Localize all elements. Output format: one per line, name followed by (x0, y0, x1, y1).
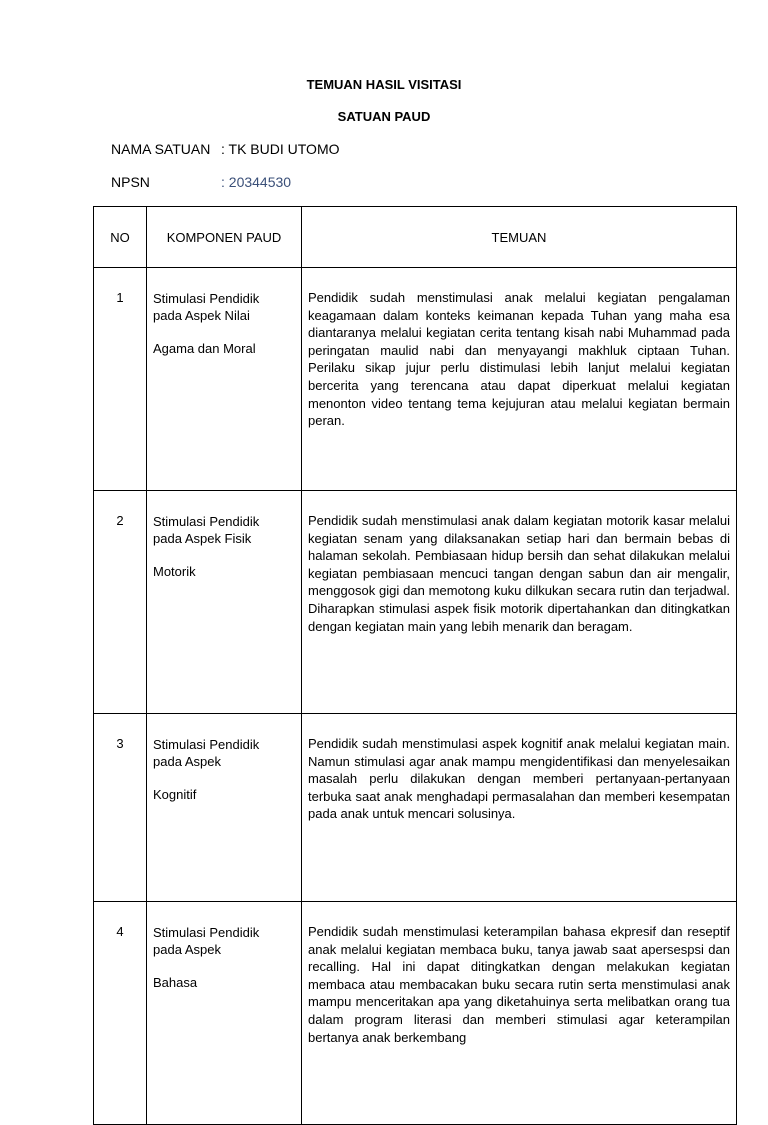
row-temuan: Pendidik sudah menstimulasi anak dalam kegiatan motorik kasar melalui kegiatan senam yang dilaksanakan setiap hari dan bermain bebas di halaman sekolah. Pembiasaan hidup bersih dan sehat dilakukan melalui kegiatan pembiasaan mencuci tangan dengan sabun dan air mengalir, menggosok gigi dan memotong kuku dilkukan secara rutin dan terjadwal. Diharapkan stimulasi aspek fisik motorik dipertahankan dan ditingkatkan dengan kegiatan main yang lebih menarik dan beragam. (302, 491, 737, 714)
nama-satuan-label: NAMA SATUAN (111, 141, 211, 157)
document-title: TEMUAN HASIL VISITASI (306, 77, 462, 92)
temuan-table (93, 206, 737, 1125)
row-number: 1 (94, 268, 147, 491)
komponen-line2: pada Aspek Nilai (153, 308, 250, 323)
document-subtitle: SATUAN PAUD (337, 109, 431, 124)
table-row (94, 268, 737, 491)
row-temuan: Pendidik sudah menstimulasi aspek kognitif anak melalui kegiatan main. Namun stimulasi agar anak mampu mengidentifikasi dan menyelesaikan masalah perlu dilakukan dengan memberi pertanyaan-pertanyaan terbuka saat anak menghadapi permasalahan dan memberi kesempatan pada anak untuk mencari solusinya. (302, 714, 737, 902)
header-komponen: KOMPONEN PAUD (147, 207, 302, 268)
table-header-row (94, 207, 737, 268)
komponen-line1: Stimulasi Pendidik (153, 925, 260, 940)
table-row (94, 714, 737, 902)
komponen-line1: Stimulasi Pendidik (153, 514, 260, 529)
komponen-line2: pada Aspek Fisik (153, 531, 252, 546)
row-komponen (147, 902, 302, 1125)
komponen-sub: Kognitif (153, 787, 197, 802)
row-number: 3 (94, 714, 147, 902)
header-temuan: TEMUAN (302, 207, 737, 268)
row-number: 4 (94, 902, 147, 1125)
npsn-label: NPSN (111, 174, 150, 190)
npsn-value: : 20344530 (221, 174, 292, 190)
komponen-line2: pada Aspek (153, 754, 221, 769)
komponen-line1: Stimulasi Pendidik (153, 291, 260, 306)
nama-satuan-value: : TK BUDI UTOMO (221, 141, 340, 157)
row-temuan: Pendidik sudah menstimulasi anak melalui kegiatan pengalaman keagamaan dalam konteks keimanan kepada Tuhan yang maha esa diantaranya melalui kegiatan cerita tentang kisah nabi Muhammad pada peringatan maulid nabi dan menyayangi makhluk ciptaan Tuhan. Perilaku sikap jujur perlu distimulasi lebih lanjut melalui kegiatan bercerita yang terencana atau dapat diperkuat melalui kegiatan menonton video tentang tema kejujuran atau melalui kegiatan bermain peran. (302, 268, 737, 491)
komponen-sub: Bahasa (153, 975, 198, 990)
row-komponen (147, 491, 302, 714)
header-no: NO (94, 207, 147, 268)
table-row (94, 902, 737, 1125)
komponen-sub: Agama dan Moral (153, 341, 256, 356)
npsn-row (111, 174, 291, 190)
table-row (94, 491, 737, 714)
komponen-line1: Stimulasi Pendidik (153, 737, 260, 752)
komponen-sub: Motorik (153, 564, 196, 579)
row-number: 2 (94, 491, 147, 714)
row-komponen (147, 268, 302, 491)
row-komponen (147, 714, 302, 902)
row-temuan: Pendidik sudah menstimulasi keterampilan bahasa ekpresif dan reseptif anak melalui kegiatan membaca buku, tanya jawab saat apersespsi dan recalling. Hal ini dapat ditingkatkan dengan melakukan kegiatan membaca atau membacakan buku secara rutin serta menstimulasi anak mampu menceritakan apa yang diketahuinya serta melibatkan orang tua dalam program literasi dan memberi stimulasi agar keterampilan bertanya anak berkembang (302, 902, 737, 1125)
komponen-line2: pada Aspek (153, 942, 221, 957)
nama-satuan-row (111, 141, 340, 157)
